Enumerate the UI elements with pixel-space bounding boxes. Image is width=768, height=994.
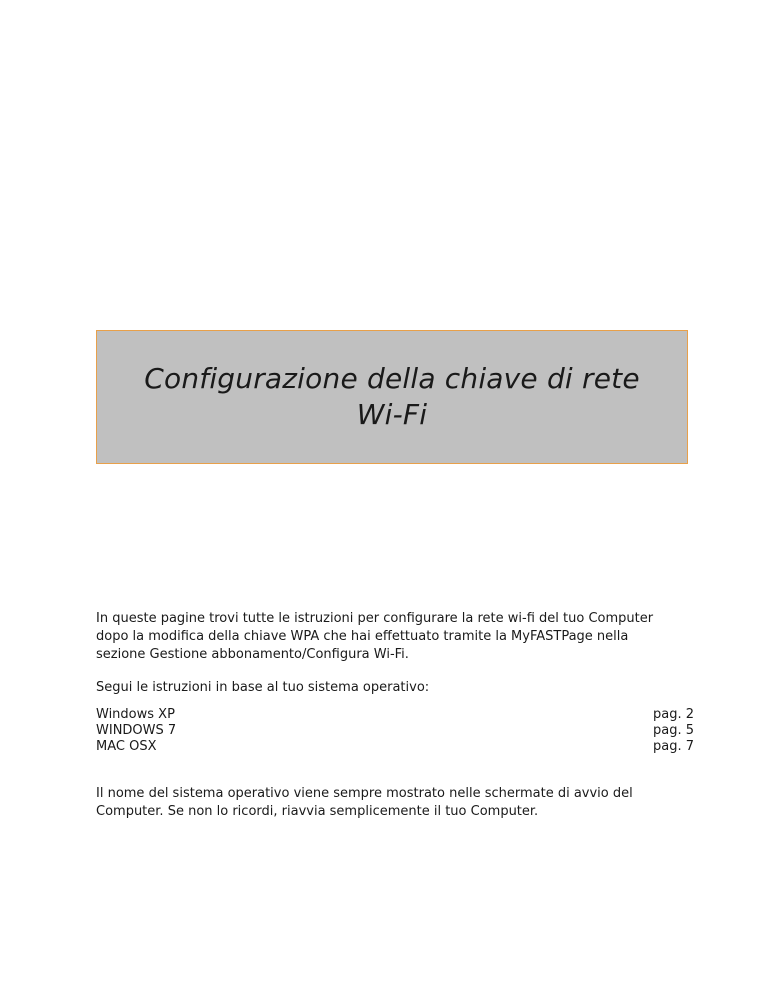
- os-page: pag. 5: [652, 723, 694, 738]
- footer-line-2: Computer. Se non lo ricordi, riavvia semplicemente il tuo Computer.: [96, 804, 539, 819]
- intro-line-1: In queste pagine trovi tutte le istruzioni per configurare la rete wi-fi del tuo Computer: [96, 611, 654, 626]
- os-name: Windows XP: [96, 707, 175, 722]
- os-page: pag. 7: [652, 739, 694, 754]
- os-page: pag. 2: [652, 707, 694, 722]
- footer-paragraph: [96, 785, 706, 821]
- intro-line-2: dopo la modifica della chiave WPA che hai effettuato tramite la MyFASTPage nella: [96, 629, 629, 644]
- title-line-2: Wi-Fi: [356, 398, 428, 431]
- os-name: WINDOWS 7: [96, 723, 177, 738]
- os-row-mac-osx: [96, 739, 694, 755]
- title-box: [96, 330, 688, 464]
- os-name: MAC OSX: [96, 739, 157, 754]
- intro-paragraph: [96, 610, 706, 664]
- os-row-windows-xp: [96, 707, 694, 723]
- intro-line-3: sezione Gestione abbonamento/Configura Wi-Fi.: [96, 647, 409, 662]
- instruction-text: Segui le istruzioni in base al tuo sistema operativo:: [96, 680, 430, 695]
- os-list: [96, 707, 694, 755]
- footer-line-1: Il nome del sistema operativo viene sempre mostrato nelle schermate di avvio del: [96, 786, 633, 801]
- os-row-windows-7: [96, 723, 694, 739]
- title-line-1: Configurazione della chiave di rete: [144, 362, 640, 395]
